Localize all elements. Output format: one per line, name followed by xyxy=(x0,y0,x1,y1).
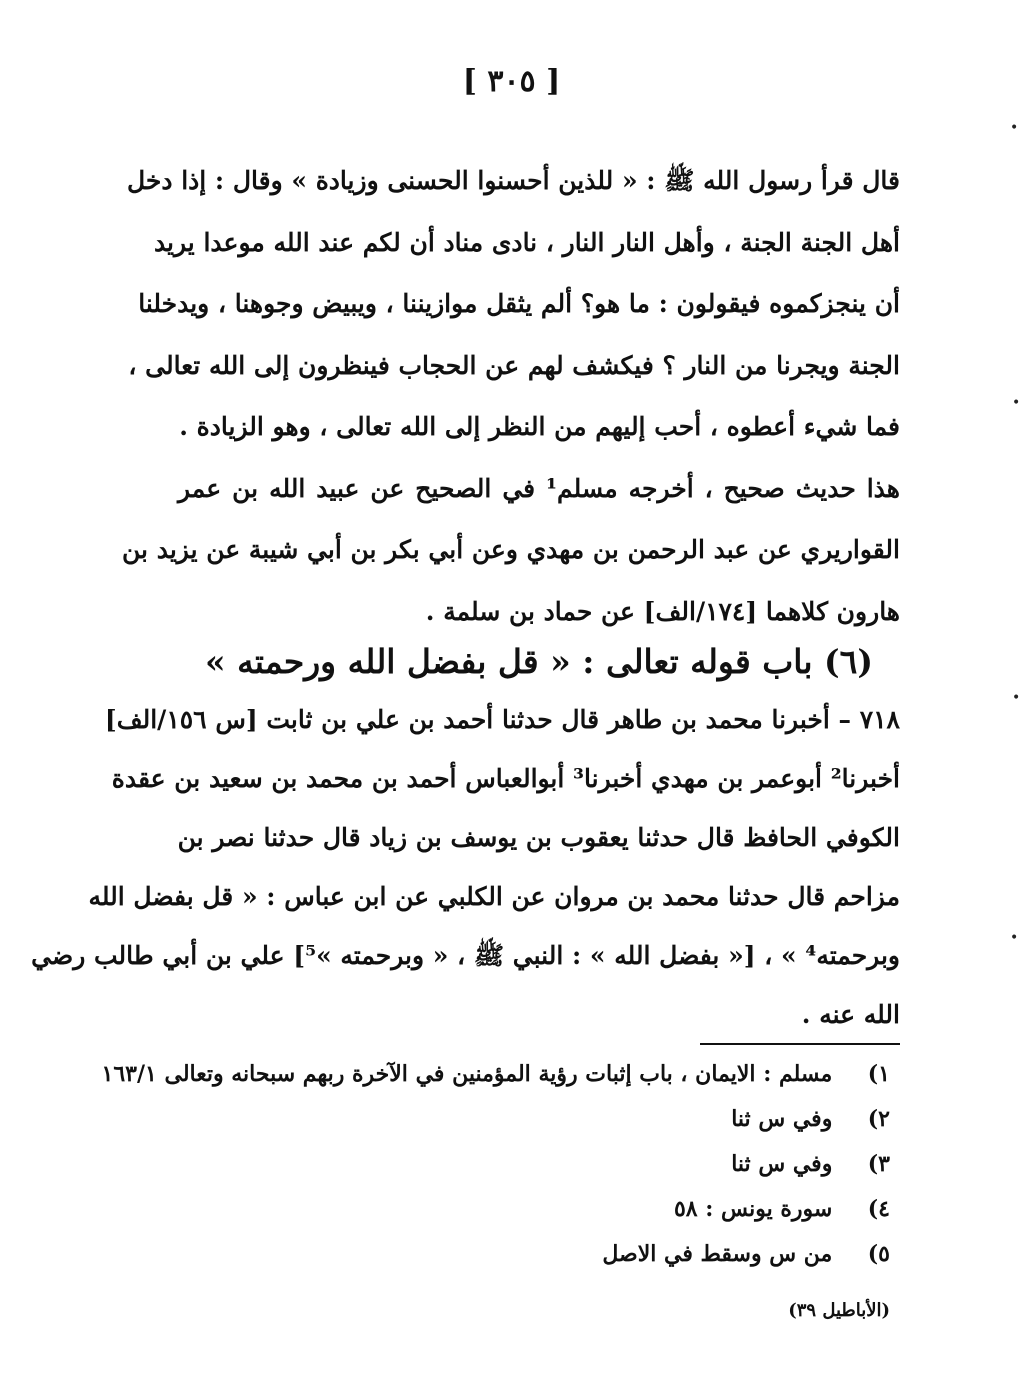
text-line: الجنة ويجرنا من النار ؟ فيكشف لهم عن الحجاب فينظرون إلى الله تعالى ، xyxy=(128,350,900,380)
text-line: مزاحم قال حدثنا محمد بن مروان عن الكلبي عن ابن عباس : « قل بفضل الله xyxy=(88,882,900,911)
paragraph-hadith-text xyxy=(126,150,900,458)
paragraph-takhrij xyxy=(122,458,900,643)
signature-mark: (الأباطيل ٣٩) xyxy=(788,1300,890,1321)
footnote-divider xyxy=(700,1043,900,1045)
text-line: قال قرأ رسول الله ﷺ : « للذين أحسنوا الحسنى وزيادة » وقال : إذا دخل xyxy=(126,166,900,195)
text-line: ٧١٨ – أخبرنا محمد بن طاهر قال حدثنا أحمد بن علي بن ثابت [س ١٥٦/الف] xyxy=(104,705,900,734)
text-line: أن ينجزكموه فيقولون : ما هو؟ ألم يثقل موازيننا ، ويبيض وجوهنا ، ويدخلنا xyxy=(138,289,900,318)
footnote-text: من س وسقط في الاصل xyxy=(602,1241,833,1267)
text-line: الله عنه . xyxy=(801,1000,900,1029)
text-line: القواريري عن عبد الرحمن بن مهدي وعن أبي بكر بن أبي شيبة عن يزيد بن xyxy=(122,535,900,564)
footnote-text: سورة يونس : ٥٨ xyxy=(673,1196,833,1222)
text-line: الكوفي الحافظ قال حدثنا يعقوب بن يوسف بن زياد قال حدثنا نصر بن xyxy=(177,823,900,852)
text-line: هذا حديث صحيح ، أخرجه مسلم¹ في الصحيح عن عبيد الله بن عمر xyxy=(178,473,900,503)
text-line: أخبرنا² أبوعمر بن مهدي أخبرنا³ أبوالعباس أحمد بن محمد بن سعيد بن عقدة xyxy=(111,764,900,793)
footnote-item xyxy=(170,1142,890,1187)
footnote-number: ١) xyxy=(867,1061,890,1087)
text-line: وبرحمته⁴ » ، [« بفضل الله » : النبي ﷺ ، « وبرحمته »⁵] علي بن أبي طالب رضي xyxy=(31,941,900,970)
footnotes xyxy=(101,1052,890,1277)
footnote-text: وفي س ثنا xyxy=(731,1106,833,1132)
page-number: [ ٣٠٥ ] xyxy=(462,64,561,99)
margin-dot: • xyxy=(1010,120,1019,136)
text-line: هارون كلاهما [١٧٤/الف] عن حماد بن سلمة . xyxy=(425,596,900,626)
footnote-text: وفي س ثنا xyxy=(731,1151,833,1177)
footnote-number: ٣) xyxy=(867,1151,890,1177)
margin-dot: • xyxy=(1012,395,1021,411)
section-heading: (٦) باب قوله تعالى : « قل بفضل الله ورحمته » xyxy=(205,642,873,681)
footnote-item xyxy=(170,1187,890,1232)
footnote-item xyxy=(170,1097,890,1142)
footnote-number: ٢) xyxy=(867,1106,890,1132)
footnote-item xyxy=(170,1232,890,1277)
footnote-item xyxy=(101,1052,890,1097)
main-text xyxy=(122,150,900,642)
text-line: أهل الجنة الجنة ، وأهل النار النار ، نادى مناد أن لكم عند الله موعدا يريد xyxy=(153,227,900,257)
text-line: فما شيء أعطوه ، أحب إليهم من النظر إلى الله تعالى ، وهو الزيادة . xyxy=(179,412,900,441)
footnote-number: ٤) xyxy=(867,1196,890,1222)
footnote-text: مسلم : الايمان ، باب إثبات رؤية المؤمنين في الآخرة ربهم سبحانه وتعالى ١٦٣/١ xyxy=(101,1061,833,1087)
margin-dot: • xyxy=(1012,690,1021,706)
footnote-number: ٥) xyxy=(867,1241,890,1267)
margin-dot: • xyxy=(1010,930,1019,946)
hadith-718 xyxy=(31,690,900,1044)
